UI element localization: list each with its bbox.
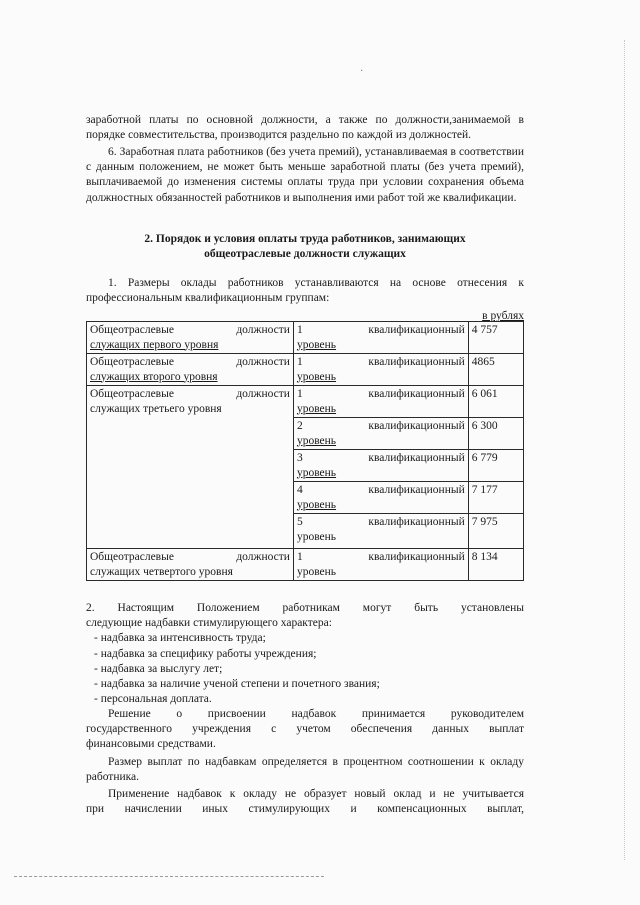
paragraph-2-line-1: 2. Настоящим Положением работникам могут быть установлены xyxy=(86,602,524,614)
decision-line-1: Решение о присвоении надбавок принимается руководителем xyxy=(108,708,524,720)
paragraph-1-text: 1. Размеры оклады работников устанавливаются на основе отнесения к профессиональным квалификационным группам: xyxy=(86,277,524,305)
table-row xyxy=(87,549,524,581)
level-cell: 1 квалификационный уровень xyxy=(293,386,468,418)
level-cell: 5 квалификационный уровень xyxy=(293,514,468,549)
level-cell: 1 квалификационный уровень xyxy=(293,354,468,386)
section-heading xyxy=(86,232,524,262)
amount-cell: 7 177 xyxy=(468,482,523,514)
decision-line-2: государственного учреждения с учетом обеспечения данных выплат xyxy=(86,723,524,736)
level-cell: 2 квалификационный уровень xyxy=(293,418,468,450)
level-cell: 4 квалификационный уровень xyxy=(293,482,468,514)
intro-paragraph xyxy=(86,113,524,143)
unit-label: в рублях xyxy=(482,310,524,322)
amount-cell: 7 975 xyxy=(468,514,523,549)
intro-line-2: порядке совместительства, производится раздельно по каждой из должностей. xyxy=(86,129,471,142)
paragraph-1 xyxy=(86,276,524,306)
amount-cell: 6 300 xyxy=(468,418,523,450)
group-cell: Общеотраслевые должности служащих второго уровня xyxy=(87,354,294,386)
section-heading-line-1: 2. Порядок и условия оплаты труда работников, занимающих xyxy=(144,233,466,245)
scan-artifact-line xyxy=(14,876,324,877)
list-item: - надбавка за выслугу лет; xyxy=(94,662,223,675)
group-cell: Общеотраслевые должности служащих третьего уровня xyxy=(87,386,294,549)
payment-paragraph-text: Размер выплат по надбавкам определяется в процентном соотношении к окладу работника. xyxy=(86,756,524,784)
decision-paragraph xyxy=(86,707,524,753)
paragraph-2-line-2: следующие надбавки стимулирующего характера: xyxy=(86,617,332,630)
amount-cell: 4865 xyxy=(468,354,523,386)
last-line-1: Применение надбавок к окладу не образует новый оклад и не учитывается xyxy=(108,788,524,800)
level-cell: 1 квалификационный уровень xyxy=(293,322,468,354)
table-row xyxy=(87,322,524,354)
paragraph-6 xyxy=(86,145,524,206)
list-item: - надбавка за специфику работы учреждения; xyxy=(94,647,317,660)
table-row xyxy=(87,386,524,418)
paragraph-2 xyxy=(86,601,524,707)
list-item: - персональная доплата. xyxy=(94,693,212,706)
salary-table xyxy=(86,321,524,581)
amount-cell: 4 757 xyxy=(468,322,523,354)
table-row xyxy=(87,354,524,386)
amount-cell: 6 061 xyxy=(468,386,523,418)
allowance-list xyxy=(86,631,524,707)
last-paragraph xyxy=(86,787,524,817)
intro-line-1: заработной платы по основной должности, а также по должности,занимаемой в xyxy=(86,114,524,126)
amount-cell: 8 134 xyxy=(468,549,523,581)
amount-cell: 6 779 xyxy=(468,450,523,482)
scan-edge xyxy=(624,40,626,860)
section-heading-line-2: общеотраслевые должности служащих xyxy=(204,248,406,260)
last-line-2: при начислении иных стимулирующих и компенсационных выплат, xyxy=(86,803,524,816)
level-cell: 3 квалификационный уровень xyxy=(293,450,468,482)
payment-paragraph xyxy=(86,755,524,785)
group-cell: Общеотраслевые должности служащих четвертого уровня xyxy=(87,549,294,581)
group-cell: Общеотраслевые должности служащих первого уровня xyxy=(87,322,294,354)
scan-speck: · xyxy=(360,66,364,77)
paragraph-6-text: 6. Заработная плата работников (без учета премий), устанавливаемая в соответствии с данным положением, не может быть меньше заработной платы (без учета премий), выплачиваемой до изменения системы оплаты труда при условии сохранения объема должностных обязанностей работников и выполнения ими работ той же квалификации. xyxy=(86,146,524,204)
list-item: - надбавка за интенсивность труда; xyxy=(94,632,266,645)
list-item: - надбавка за наличие ученой степени и почетного звания; xyxy=(94,678,380,691)
level-cell: 1 квалификационный уровень xyxy=(293,549,468,581)
decision-line-3: финансовыми средствами. xyxy=(86,738,216,751)
